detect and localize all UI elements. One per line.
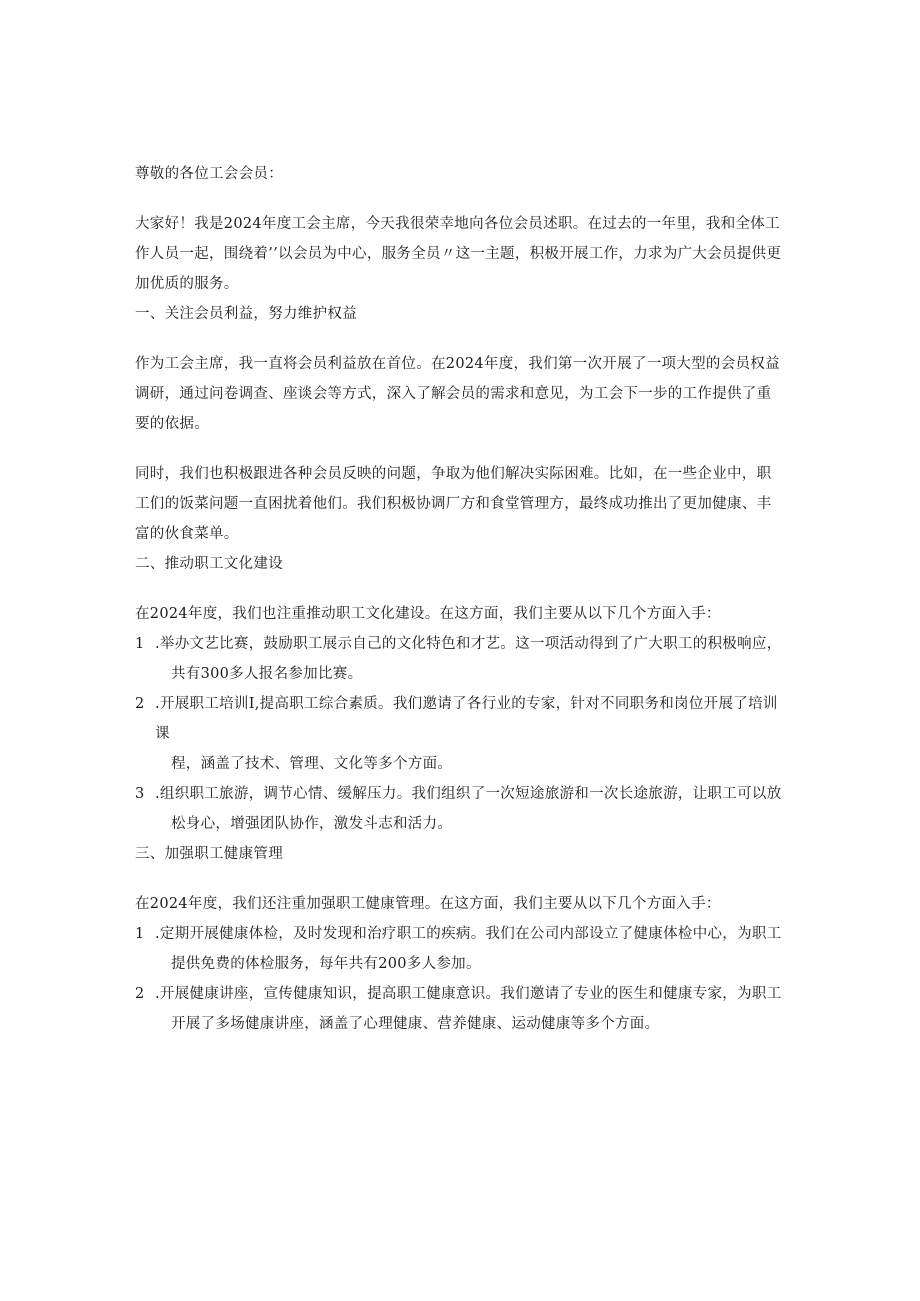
salutation: 尊敬的各位工会会员：: [135, 166, 283, 182]
list-item-number: 3: [135, 786, 145, 802]
list-item-continuation: 共有300多人报名参加比赛。: [171, 666, 363, 682]
section-2-list-item: [135, 689, 785, 779]
list-item-text: [155, 689, 785, 779]
list-item-text: [155, 979, 785, 1039]
list-item-first-line: .开展健康讲座，宣传健康知识，提高职工健康意识。我们邀请了专业的医生和健康专家，为职工: [155, 986, 782, 1002]
section-2-list-item: [135, 629, 785, 689]
list-item-text: [155, 629, 785, 689]
list-item-continuation: 开展了多场健康讲座，涵盖了心理健康、营养健康、运动健康等多个方面。: [171, 1016, 660, 1032]
section-2-intro: 在2024年度，我们也注重推动职工文化建设。在这方面，我们主要从以下几个方面入手：: [135, 606, 721, 622]
list-item-first-line: .组织职工旅游，调节心情、缓解压力。我们组织了一次短途旅游和一次长途旅游，让职工可以放: [155, 786, 782, 802]
list-item-first-line: .定期开展健康体检，及时发现和治疗职工的疾病。我们在公司内部设立了健康体检中心，为职工: [155, 926, 782, 942]
section-2-heading: 二、推动职工文化建设: [135, 556, 283, 572]
list-item-text: [155, 779, 785, 839]
list-item-text: [155, 919, 785, 979]
document-body: [135, 159, 785, 1039]
list-item-first-line: .举办文艺比赛，鼓励职工展示自己的文化特色和才艺。这一项活动得到了广大职工的积极响应，: [155, 636, 782, 652]
list-item-number: 2: [135, 986, 145, 1002]
list-item-continuation: 提供免费的体检服务，每年共有200多人参加。: [171, 956, 481, 972]
list-item-first-line: .开展职工培训I,提高职工综合素质。我们邀请了各行业的专家，针对不同职务和岗位开展了培训课: [155, 696, 778, 742]
section-1-heading: 一、关注会员利益，努力维护权益: [135, 306, 357, 322]
section-1-paragraph-1: 作为工会主席，我一直将会员利益放在首位。在2024年度，我们第一次开展了一项大型的会员权益调研，通过问卷调查、座谈会等方式，深入了解会员的需求和意见，为工会下一步的工作提供了重要的依据。: [135, 356, 780, 432]
list-item-continuation: 程，涵盖了技术、管理、文化等多个方面。: [171, 756, 453, 772]
section-3-list-item: [135, 919, 785, 979]
section-2-list-item: [135, 779, 785, 839]
intro-paragraph: 大家好！我是2024年度工会主席，今天我很荣幸地向各位会员述职。在过去的一年里，我和全体工作人员一起，围绕着’’以会员为中心，服务全员〃这一主题，积极开展工作，力求为广大会员提供更加优质的服务。: [135, 216, 782, 292]
section-3-heading: 三、加强职工健康管理: [135, 846, 283, 862]
list-item-number: 1: [135, 926, 145, 942]
list-item-number: 2: [135, 696, 145, 712]
section-3-intro: 在2024年度，我们还注重加强职工健康管理。在这方面，我们主要从以下几个方面入手：: [135, 896, 721, 912]
section-1-paragraph-2: 同时，我们也积极跟进各种会员反映的问题，争取为他们解决实际困难。比如，在一些企业中，职工们的饭菜问题一直困扰着他们。我们积极协调厂方和食堂管理方，最终成功推出了更加健康、丰富的伙食菜单。: [135, 466, 772, 542]
list-item-continuation: 松身心，增强团队协作，激发斗志和活力。: [171, 816, 453, 832]
list-item-number: 1: [135, 636, 145, 652]
section-3-list-item: [135, 979, 785, 1039]
